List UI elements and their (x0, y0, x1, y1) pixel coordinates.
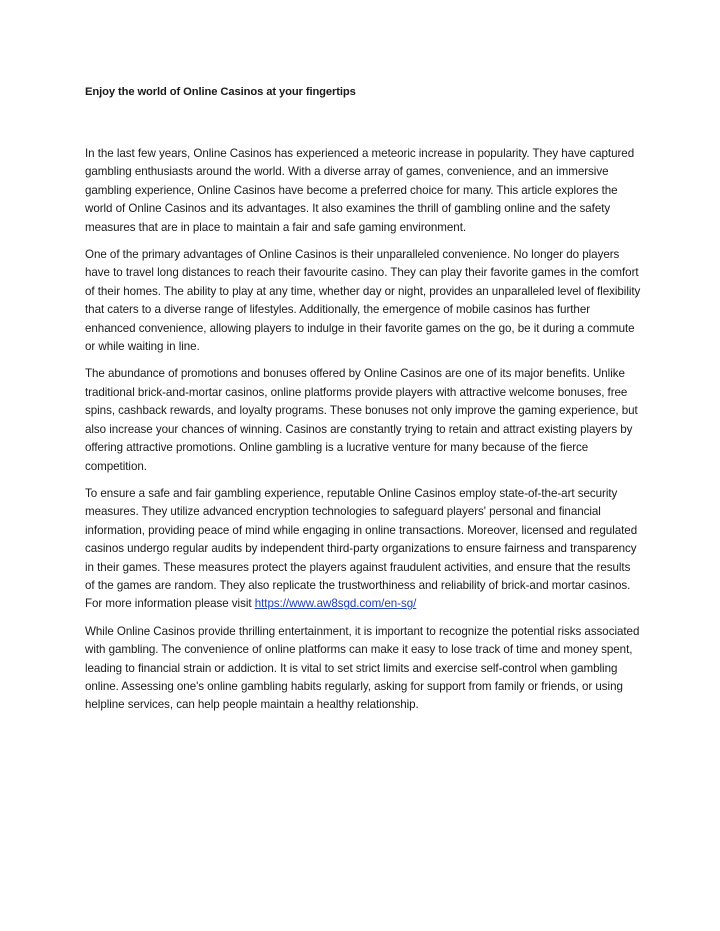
document-body (85, 145, 641, 715)
document-title: Enjoy the world of Online Casinos at your fingertips (85, 86, 356, 98)
paragraph-risks: While Online Casinos provide thrilling entertainment, it is important to recognize the potential risks associated with gambling. The convenience of online platforms can make it easy to lose track of time and money spent, leading to financial strain or addiction. It is vital to set strict limits and exercise self-control when gambling online. Assessing one's online gambling habits regularly, asking for support from family or friends, or using helpline services, can help people maintain a healthy relationship. (85, 624, 640, 712)
paragraph-security-text: To ensure a safe and fair gambling experience, reputable Online Casinos employ state-of-the-art security measures. They utilize advanced encryption technologies to safeguard players' personal and financial information, providing peace of mind while engaging in online transactions. Moreover, licensed and regulated casinos undergo regular audits by independent third-party organizations to ensure fairness and transparency in their games. These measures protect the players against fraudulent activities, and ensure that the results of the games are random. They also replicate the trustworthiness and reliability of brick-and mortar casinos. For more information please visit (85, 486, 638, 611)
paragraph-intro: In the last few years, Online Casinos has experienced a meteoric increase in popularity. They have captured gambling enthusiasts around the world. With a diverse array of games, convenience, and an immersive gambling experience, Online Casinos have become a preferred choice for many. This article explores the world of Online Casinos and its advantages. It also examines the thrill of gambling online and the safety measures that are in place to maintain a fair and safe gaming environment. (85, 147, 635, 234)
paragraph-security (85, 485, 641, 614)
paragraph-convenience: One of the primary advantages of Online Casinos is their unparalleled convenience. No longer do players have to travel long distances to reach their favourite casino. They can play their favorite games in the comfort of their homes. The ability to play at any time, whether day or night, provides an unparalleled level of flexibility that caters to a diverse range of lifestyles. Additionally, the emergence of mobile casinos has further enhanced convenience, allowing players to indulge in their favorite games on the go, be it during a commute or while waiting in line. (85, 248, 641, 354)
paragraph-promotions: The abundance of promotions and bonuses offered by Online Casinos are one of its major benefits. Unlike traditional brick-and-mortar casinos, online platforms provide players with attractive welcome bonuses, free spins, cashback rewards, and loyalty programs. These bonuses not only improve the gaming experience, but also increase your chances of winning. Casinos are constantly trying to retain and attract existing players by offering attractive promotions. Online gambling is a lucrative venture for many because of the fierce competition. (85, 367, 638, 473)
document-page (85, 85, 641, 724)
info-link[interactable]: https://www.aw8sgd.com/en-sg/ (254, 597, 417, 611)
